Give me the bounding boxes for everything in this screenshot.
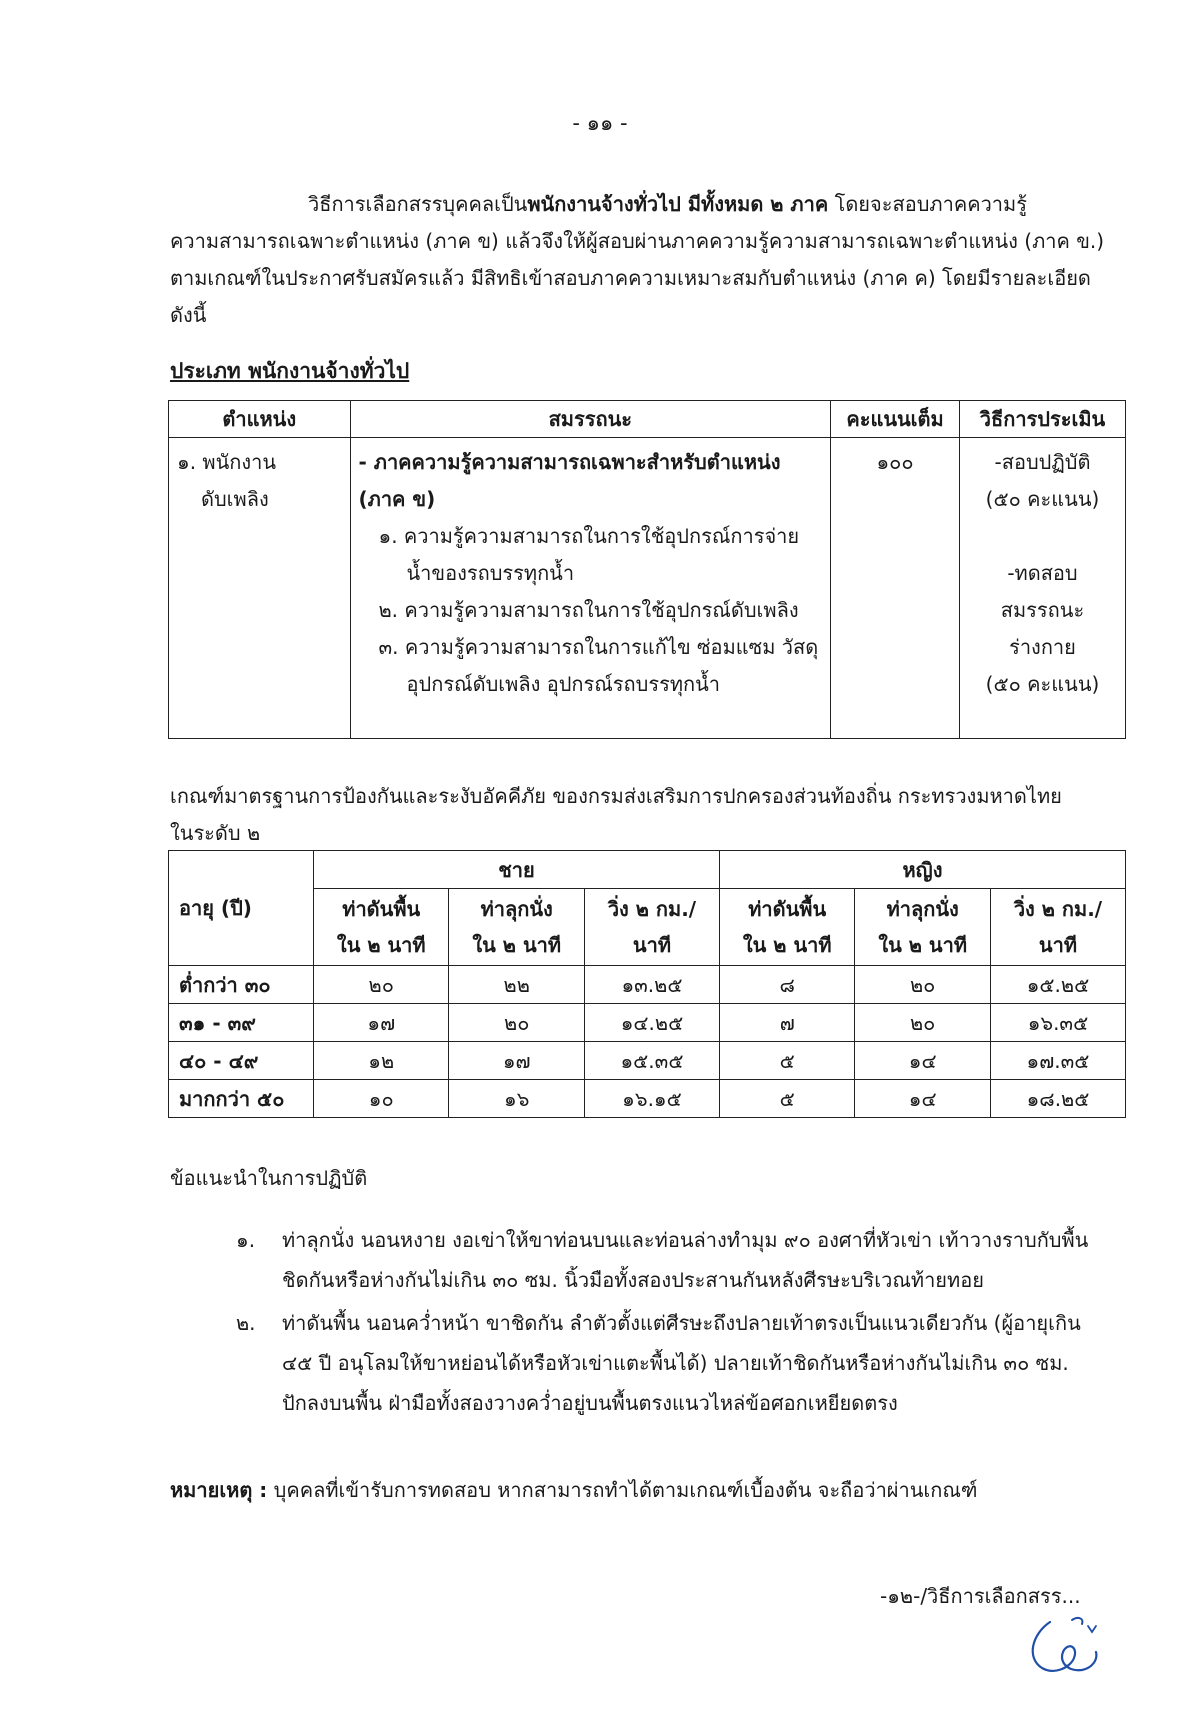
advice-number: ๒.: [236, 1311, 256, 1335]
sub-header-l1: ท่าดันพื้น: [342, 897, 421, 921]
intro-text-2: โดยจะสอบภาคความรู้: [828, 192, 1027, 216]
remark: [170, 1474, 978, 1506]
intro-paragraph: [170, 186, 1128, 334]
age-cell: ๔๐ - ๔๙: [169, 1042, 314, 1080]
advice-line: ปักลงบนพื้น ฝ่ามือทั้งสองวางคว่ำอยู่บนพื้นตรงแนวไหล่ข้อศอกเหยียดตรง: [282, 1391, 898, 1415]
next-page-reference: -๑๒-/วิธีการเลือกสรร...: [880, 1584, 1081, 1608]
advice-line: ท่าลุกนั่ง นอนหงาย งอเข่าให้ขาท่อนบนและท่อนล่างทำมุม ๙๐ องศาที่หัวเข่า เท้าวางราบกับพื้น: [282, 1228, 1089, 1252]
female-header: หญิง: [719, 851, 1125, 889]
advice-item-2: [236, 1303, 1116, 1423]
eval-line-3: -ทดสอบ: [1007, 561, 1078, 585]
sub-header-l2: ใน ๒ นาที: [742, 933, 832, 957]
sub-header-l2: ใน ๒ นาที: [336, 933, 426, 957]
section-title: ประเภท พนักงานจ้างทั่วไป: [170, 359, 410, 383]
fitness-header-row: [169, 851, 1126, 889]
sub-header: [314, 889, 449, 966]
sub-header: [855, 889, 990, 966]
advice-line: ชิดกันหรือห่างกันไม่เกิน ๓๐ ซม. นิ้วมือทั้งสองประสานกันหลังศีรษะบริเวณท้ายทอย: [282, 1268, 984, 1292]
eval-line-2: (๕๐ คะแนน): [985, 487, 1100, 511]
position-line-1: ๑. พนักงาน: [177, 450, 277, 474]
sub-header-l2: ใน ๒ นาที: [878, 933, 968, 957]
value-cell: ๑๗: [449, 1042, 584, 1080]
value-cell: ๑๖: [449, 1080, 584, 1118]
value-cell: ๑๔: [855, 1042, 990, 1080]
competency-item-3a: ๓. ความรู้ความสามารถในการแก้ไข ซ่อมแซม วัสดุ: [378, 635, 819, 659]
score-cell: ๑๐๐: [831, 438, 960, 739]
signature-icon: [1020, 1612, 1110, 1682]
sub-header-l1: ท่าลุกนั่ง: [886, 897, 959, 921]
header-competency: สมรรถนะ: [350, 401, 831, 438]
value-cell: ๑๗.๓๕: [990, 1042, 1125, 1080]
eval-line-1: -สอบปฏิบัติ: [994, 450, 1091, 474]
value-cell: ๘: [719, 966, 854, 1004]
sub-header: [449, 889, 584, 966]
sub-header-l2: นาที: [632, 933, 672, 957]
intro-line-4: ดังนี้: [170, 303, 207, 327]
competency-head-2: (ภาค ข): [358, 487, 436, 511]
position-table: [168, 400, 1126, 739]
table-row: [169, 966, 1126, 1004]
intro-bold: พนักงานจ้างทั่วไป มีทั้งหมด ๒ ภาค: [527, 192, 829, 216]
eval-line-4: สมรรถนะ: [1000, 598, 1085, 622]
sub-header: [584, 889, 719, 966]
age-cell: ๓๑ - ๓๙: [169, 1004, 314, 1042]
criteria-line-2: ในระดับ ๒: [170, 821, 261, 845]
age-cell: ต่ำกว่า ๓๐: [169, 966, 314, 1004]
position-row: [169, 438, 1126, 739]
remark-text: บุคคลที่เข้ารับการทดสอบ หากสามารถทำได้ตามเกณฑ์เบื้องต้น จะถือว่าผ่านเกณฑ์: [267, 1478, 978, 1502]
competency-item: [359, 518, 823, 592]
value-cell: ๗: [719, 1004, 854, 1042]
value-cell: ๑๗: [314, 1004, 449, 1042]
competency-item: [359, 629, 823, 703]
eval-line-5: ร่างกาย: [1009, 635, 1076, 659]
sub-header-l2: นาที: [1038, 933, 1078, 957]
table-row: [169, 1080, 1126, 1118]
sub-header-l2: ใน ๒ นาที: [472, 933, 562, 957]
table-row: [169, 1042, 1126, 1080]
competency-item-1a: ๑. ความรู้ความสามารถในการใช้อุปกรณ์การจ่าย: [378, 524, 800, 548]
position-table-header: [169, 401, 1126, 438]
header-score: คะแนนเต็ม: [831, 401, 960, 438]
value-cell: ๑๕.๒๕: [990, 966, 1125, 1004]
eval-spacer: [968, 518, 1117, 555]
advice-number: ๑.: [236, 1228, 256, 1252]
intro-line-2: ความสามารถเฉพาะตำแหน่ง (ภาค ข) แล้วจึงให้ผู้สอบผ่านภาคความรู้ความสามารถเฉพาะตำแหน่ง (ภาค ข.): [170, 229, 1105, 253]
sub-header-l1: ท่าลุกนั่ง: [480, 897, 553, 921]
position-line-2: ดับเพลิง: [201, 487, 269, 511]
advice-line: ๔๕ ปี อนุโลมให้ขาหย่อนได้หรือหัวเข่าแตะพื้นได้) ปลายเท้าชิดกันหรือห่างกันไม่เกิน ๓๐ ซม.: [282, 1351, 1069, 1375]
advice-title: ข้อแนะนำในการปฏิบัติ: [170, 1166, 368, 1190]
header-evaluation: วิธีการประเมิน: [959, 401, 1125, 438]
age-header: อายุ (ปี): [169, 851, 314, 966]
criteria-text: [170, 778, 1128, 852]
intro-line-3: ตามเกณฑ์ในประกาศรับสมัครแล้ว มีสิทธิเข้าสอบภาคความเหมาะสมกับตำแหน่ง (ภาค ค) โดยมีรายละเอียด: [170, 266, 1091, 290]
competency-item: [359, 592, 823, 629]
criteria-line-1: เกณฑ์มาตรฐานการป้องกันและระงับอัคคีภัย ของกรมส่งเสริมการปกครองส่วนท้องถิ่น กระทรวงมหาดไทย: [170, 784, 1062, 808]
value-cell: ๑๔.๒๕: [584, 1004, 719, 1042]
value-cell: ๑๕.๓๕: [584, 1042, 719, 1080]
value-cell: ๑๒: [314, 1042, 449, 1080]
competency-item-3b: อุปกรณ์ดับเพลิง อุปกรณ์รถบรรทุกน้ำ: [406, 672, 721, 696]
fitness-table: [168, 850, 1126, 1118]
page-number: - ๑๑ -: [572, 111, 628, 135]
value-cell: ๑๔: [855, 1080, 990, 1118]
advice-line: ท่าดันพื้น นอนคว่ำหน้า ขาชิดกัน ลำตัวตั้งแต่ศีรษะถึงปลายเท้าตรงเป็นแนวเดียวกัน (ผู้อายุเกิน: [282, 1311, 1081, 1335]
sub-header: [990, 889, 1125, 966]
value-cell: ๑๖.๑๕: [584, 1080, 719, 1118]
value-cell: ๒๐: [449, 1004, 584, 1042]
sub-header-l1: วิ่ง ๒ กม./: [607, 897, 697, 921]
competency-head-1: - ภาคความรู้ความสามารถเฉพาะสำหรับตำแหน่ง: [358, 450, 781, 474]
age-cell: มากกว่า ๕๐: [169, 1080, 314, 1118]
value-cell: ๒๐: [855, 966, 990, 1004]
male-header: ชาย: [314, 851, 720, 889]
intro-text-1: วิธีการเลือกสรรบุคคลเป็น: [308, 192, 528, 216]
sub-header-l1: ท่าดันพื้น: [748, 897, 827, 921]
competency-item-2a: ๒. ความรู้ความสามารถในการใช้อุปกรณ์ดับเพลิง: [378, 598, 799, 622]
value-cell: ๒๐: [855, 1004, 990, 1042]
value-cell: ๕: [719, 1042, 854, 1080]
table-row: [169, 1004, 1126, 1042]
value-cell: ๒๒: [449, 966, 584, 1004]
sub-header-l1: วิ่ง ๒ กม./: [1013, 897, 1103, 921]
sub-header: [719, 889, 854, 966]
position-cell: [169, 438, 351, 739]
value-cell: ๑๓.๒๕: [584, 966, 719, 1004]
eval-line-6: (๕๐ คะแนน): [985, 672, 1100, 696]
value-cell: ๑๖.๓๕: [990, 1004, 1125, 1042]
value-cell: ๕: [719, 1080, 854, 1118]
remark-label: หมายเหตุ :: [170, 1478, 268, 1502]
competency-item-1b: น้ำของรถบรรทุกน้ำ: [406, 561, 575, 585]
header-position: ตำแหน่ง: [169, 401, 351, 438]
evaluation-cell: [959, 438, 1125, 739]
competency-cell: [350, 438, 831, 739]
value-cell: ๑๘.๒๕: [990, 1080, 1125, 1118]
value-cell: ๒๐: [314, 966, 449, 1004]
value-cell: ๑๐: [314, 1080, 449, 1118]
advice-item-1: [236, 1220, 1116, 1300]
